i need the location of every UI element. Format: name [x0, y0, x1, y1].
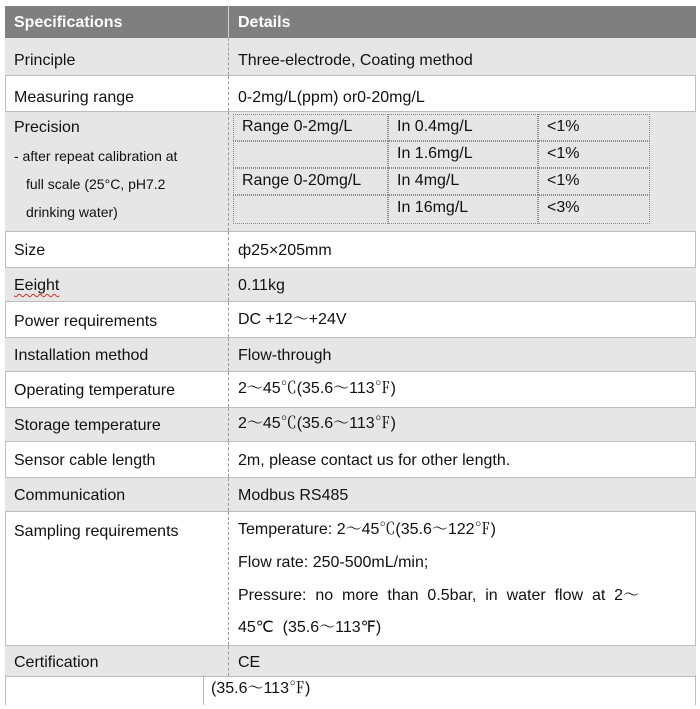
fragment-divider	[203, 675, 204, 705]
spec-value: Three-electrode, Coating method	[228, 38, 696, 75]
table-row-principle	[5, 38, 696, 76]
spec-value: 2～45℃(35.6～113℉)	[228, 372, 696, 407]
table-row-installation	[5, 338, 696, 372]
fragment-left-border	[5, 675, 6, 705]
spec-value: ф25×205mm	[228, 232, 696, 267]
table-row-sampling-requirements	[5, 512, 696, 646]
table-row-communication	[5, 478, 696, 512]
spec-label: Eeight	[14, 277, 60, 294]
error-cell: <1%	[538, 141, 650, 168]
at-cell: In 0.4mg/L	[388, 114, 538, 141]
spec-label: Principle	[14, 52, 76, 69]
header-details: Details	[228, 6, 696, 38]
range-cell: Range 0-2mg/L	[233, 114, 388, 141]
table-header-row	[5, 6, 696, 38]
spec-label: Sensor cable length	[14, 452, 156, 469]
spec-value: 2～45℃(35.6～113℉)	[228, 408, 696, 441]
spec-label: Precision - after repeat calibration at full scale (25°C, pH7.2 drinking water)	[14, 119, 178, 220]
spec-value: DC +12～+24V	[228, 302, 696, 337]
table-row-operating-temperature	[5, 372, 696, 408]
fragment-right-border	[695, 675, 696, 705]
header-specifications: Specifications	[14, 14, 123, 31]
sampling-line: Flow rate: 250-500mL/min;	[238, 554, 429, 571]
table-row-measuring-range	[5, 76, 696, 112]
range-cell	[233, 141, 388, 168]
error-cell: <1%	[538, 114, 650, 141]
precision-note-line: - after repeat calibration at	[14, 148, 178, 164]
precision-note-line: full scale (25°C, pH7.2	[26, 176, 166, 192]
table-row-precision	[5, 112, 696, 232]
spec-value: Modbus RS485	[228, 478, 696, 511]
sampling-line: 45℃ (35.6～113℉)	[238, 619, 382, 636]
fragment-text: (35.6～113℉)	[211, 680, 311, 697]
range-cell: Range 0-20mg/L	[233, 168, 388, 195]
spec-label: Measuring range	[14, 89, 135, 106]
precision-subtable-cell	[228, 112, 696, 231]
error-cell: <1%	[538, 168, 650, 195]
spec-value: 2m, please contact us for other length.	[228, 442, 696, 477]
spec-value: Flow-through	[228, 338, 696, 371]
sampling-line: Pressure: no more than 0.5bar, in water flow at 2～	[238, 587, 640, 604]
table-row-storage-temperature	[5, 408, 696, 442]
spec-value: CE	[228, 646, 696, 676]
spec-value: 0.11kg	[228, 268, 696, 301]
spec-label: Operating temperature	[14, 382, 175, 399]
range-cell	[233, 195, 388, 224]
spec-label: Installation method	[14, 347, 149, 364]
table-row-power	[5, 302, 696, 338]
table-row-certification	[5, 646, 696, 677]
table-row-sensor-cable-length	[5, 442, 696, 478]
error-cell: <3%	[538, 195, 650, 224]
spec-label: Certification	[14, 654, 99, 671]
precision-note-line: drinking water)	[26, 204, 118, 220]
at-cell: In 4mg/L	[388, 168, 538, 195]
spec-label: Storage temperature	[14, 417, 161, 434]
overflow-fragment-row	[5, 675, 696, 705]
at-cell: In 1.6mg/L	[388, 141, 538, 168]
spec-value: 0-2mg/L(ppm) or0-20mg/L	[228, 76, 696, 111]
spec-label: Communication	[14, 487, 126, 504]
table-row-weight	[5, 268, 696, 302]
spec-label: Sampling requirements	[14, 523, 179, 540]
spec-label: Power requirements	[14, 313, 158, 330]
sampling-line: Temperature: 2～45℃(35.6～122℉)	[238, 521, 496, 538]
at-cell: In 16mg/L	[388, 195, 538, 224]
table-row-size	[5, 232, 696, 268]
spec-label: Size	[14, 242, 46, 259]
spec-value	[228, 512, 696, 645]
